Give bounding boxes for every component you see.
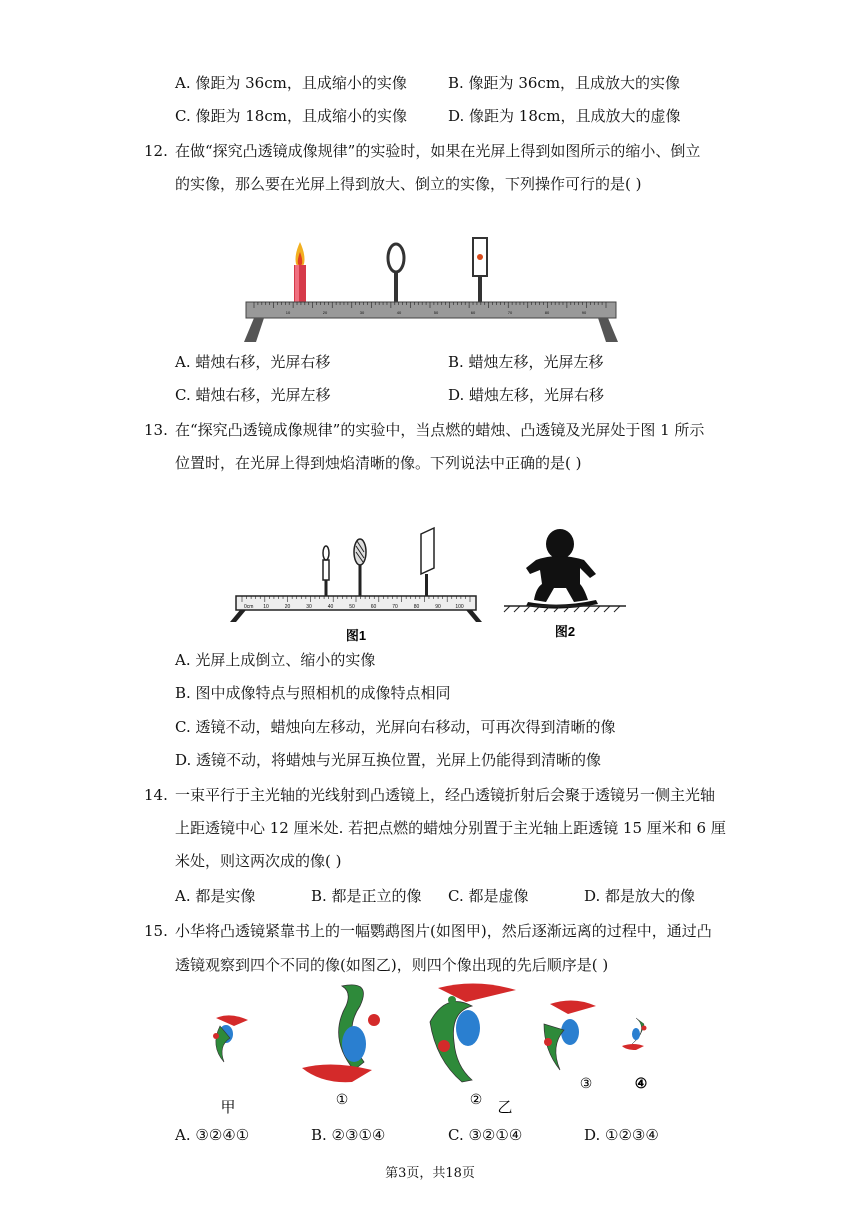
parrot-image-1-icon xyxy=(302,985,380,1082)
q13-option-c: C. 透镜不动，蜡烛向左移动，光屏向右移动，可再次得到清晰的像 xyxy=(175,718,616,736)
q12-optical-bench-figure xyxy=(236,230,626,345)
parrot-image-2-icon xyxy=(430,983,516,1082)
candle-icon xyxy=(323,546,329,598)
ruler-tick-label: 100 xyxy=(455,604,464,610)
ruler-tick-label: 70 xyxy=(507,310,513,315)
q13-figure-2 xyxy=(500,522,630,642)
label-yi: 乙 xyxy=(497,1099,513,1116)
q12-stem-line1: 在做“探究凸透镜成像规律”的实验时，如果在光屏上得到如图所示的缩小、倒立 xyxy=(175,142,701,160)
q14-option-c: C. 都是虚像 xyxy=(448,887,529,905)
ruler-tick-label: 40 xyxy=(396,310,402,315)
q13-stem-line1: 在“探究凸透镜成像规律”的实验中，当点燃的蜡烛、凸透镜及光屏处于图 1 所示 xyxy=(175,421,705,439)
q13-number: 13. xyxy=(144,421,168,439)
q12-stem-line2: 的实像，那么要在光屏上得到放大、倒立的实像，下列操作可行的是( ) xyxy=(175,175,642,193)
ruler-tick-label: 10 xyxy=(285,310,291,315)
ruler-tick-label: 20 xyxy=(284,604,291,610)
q15-number: 15. xyxy=(144,922,168,940)
q12-option-b: B. 蜡烛左移，光屏左移 xyxy=(448,353,604,371)
q13-option-b: B. 图中成像特点与照相机的成像特点相同 xyxy=(175,684,451,702)
q14-option-b: B. 都是正立的像 xyxy=(311,887,422,905)
ruler-tick-label: 50 xyxy=(433,310,439,315)
q15-option-a: A. ③②④① xyxy=(175,1126,250,1144)
q14-stem-line3: 米处，则这两次成的像( ) xyxy=(175,852,342,870)
candle-icon xyxy=(294,242,306,305)
q12-option-d: D. 蜡烛左移，光屏右移 xyxy=(448,386,605,404)
page-footer: 第3页，共18页 xyxy=(385,1166,475,1181)
ruler-unit-label: 0cm xyxy=(244,604,254,610)
ruler-tick-label: 40 xyxy=(327,604,334,610)
q11-option-b: B. 像距为 36cm，且成放大的实像 xyxy=(448,74,681,92)
parrot-image-3-icon xyxy=(544,1000,596,1070)
lens-icon xyxy=(354,539,366,598)
ruler-tick-label: 60 xyxy=(370,604,377,610)
q15-parrot-figures xyxy=(190,978,680,1118)
figure-1-label: 图1 xyxy=(345,628,367,643)
ruler-tick-label: 70 xyxy=(392,604,398,610)
q14-stem-line2: 上距透镜中心 12 厘米处. 若把点燃的蜡烛分别置于主光轴上距透镜 15 厘米和 6 厘 xyxy=(175,819,726,837)
ruler-tick-label: 80 xyxy=(413,604,420,610)
q15-option-c: C. ③②①④ xyxy=(448,1126,523,1144)
figure-2-label: 图2 xyxy=(554,624,576,639)
ruler-tick-label: 30 xyxy=(359,310,365,315)
q13-option-d: D. 透镜不动，将蜡烛与光屏互换位置，光屏上仍能得到清晰的像 xyxy=(175,751,602,769)
q14-option-a: A. 都是实像 xyxy=(175,887,256,905)
snowboarder-silhouette-icon xyxy=(526,529,598,609)
q12-option-a: A. 蜡烛右移，光屏右移 xyxy=(175,353,331,371)
q13-stem-line2: 位置时，在光屏上得到烛焰清晰的像。下列说法中正确的是( ) xyxy=(175,454,582,472)
q11-option-d: D. 像距为 18cm，且成放大的虚像 xyxy=(448,107,681,125)
q11-option-c: C. 像距为 18cm，且成缩小的实像 xyxy=(175,107,407,125)
q12-option-c: C. 蜡烛右移，光屏左移 xyxy=(175,386,331,404)
q14-number: 14. xyxy=(144,786,168,804)
q15-stem-line1: 小华将凸透镜紧靠书上的一幅鹦鹉图片(如图甲)，然后逐渐远离的过程中，通过凸 xyxy=(175,922,712,940)
screen-icon xyxy=(473,238,487,304)
q13-option-a: A. 光屏上成倒立、缩小的实像 xyxy=(175,651,376,669)
label-jia: 甲 xyxy=(220,1099,236,1116)
ruler-tick-label: 30 xyxy=(306,604,312,610)
ruler-tick-label: 80 xyxy=(544,310,550,315)
label-image-4: ④ xyxy=(634,1075,648,1091)
label-image-2: ② xyxy=(469,1091,483,1107)
ruler-tick-label: 90 xyxy=(435,604,441,610)
parrot-original-icon xyxy=(213,1015,248,1062)
screen-icon xyxy=(421,528,434,598)
label-image-1: ① xyxy=(335,1091,349,1107)
ruler-tick-label: 60 xyxy=(470,310,476,315)
parrot-image-4-icon xyxy=(622,1018,647,1050)
ruler-tick-label: 50 xyxy=(349,604,355,610)
q12-number: 12. xyxy=(144,142,168,160)
q14-stem-line1: 一束平行于主光轴的光线射到凸透镜上，经凸透镜折射后会聚于透镜另一侧主光轴 xyxy=(175,786,716,804)
q13-figure-1 xyxy=(226,520,488,645)
ruler-tick-label: 90 xyxy=(581,310,587,315)
q15-option-d: D. ①②③④ xyxy=(584,1126,659,1144)
lens-icon xyxy=(388,244,404,304)
label-image-3: ③ xyxy=(579,1075,593,1091)
ruler-tick-label: 20 xyxy=(322,310,328,315)
q11-option-a: A. 像距为 36cm，且成缩小的实像 xyxy=(175,74,407,92)
q14-option-d: D. 都是放大的像 xyxy=(584,887,696,905)
q15-stem-line2: 透镜观察到四个不同的像(如图乙)，则四个像出现的先后顺序是( ) xyxy=(175,956,609,974)
ruler-tick-label: 10 xyxy=(263,604,269,610)
q15-option-b: B. ②③①④ xyxy=(311,1126,386,1144)
